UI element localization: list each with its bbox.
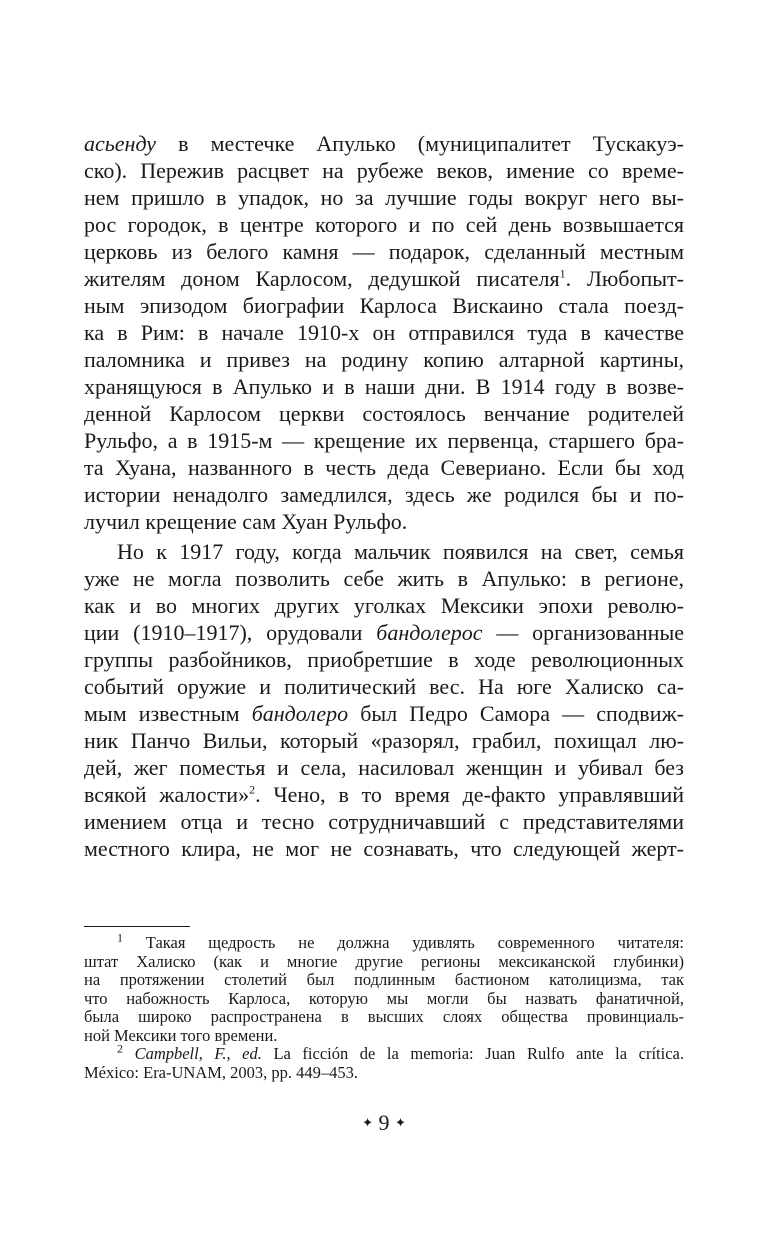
text-fragment: La ficción de la memoria: Juan Rulfo ante la crítica.: [261, 1045, 684, 1063]
text-fragment: был Педро Самора — сподвиж-: [348, 701, 684, 726]
text-fragment: ции (1910–1917), орудовали: [84, 620, 377, 645]
text-line: ка в Рим: в начале 1910-х он отправился туда в качестве: [84, 320, 684, 345]
italic-word: бандолеро: [251, 701, 349, 726]
text-line: дей, жег поместья и села, насиловал женщин и убивал без: [84, 755, 684, 780]
star-ornament-icon: ✦: [362, 1115, 373, 1130]
text-line: [84, 619, 684, 646]
text-line: денной Карлосом церкви состоялось венчание родителей: [84, 401, 684, 426]
footnote-1-line: штат Халиско (как и многие другие регионы мексиканской глубинки): [84, 952, 684, 971]
text-line: хранящуюся в Апулько и в наши дни. В 1914 году в возве-: [84, 374, 684, 399]
text-line: ско). Пережив расцвет на рубеже веков, имение со време-: [84, 158, 684, 183]
text-line: как и во многих других уголках Мексики эпохи револю-: [84, 593, 684, 618]
text-line: [84, 265, 684, 292]
text-line: Рульфо, а в 1915-м — крещение их первенца, старшего бра-: [84, 428, 684, 453]
text-line: [84, 781, 684, 808]
text-line: событий оружие и политический вес. На юге Халиско са-: [84, 674, 684, 699]
footnote-divider: [84, 926, 190, 927]
text-fragment: всякой жалости»: [84, 782, 250, 807]
text-line: та Хуана, названного в честь деда Севериано. Если бы ход: [84, 455, 684, 480]
footnote-ref-1[interactable]: 1: [559, 266, 566, 281]
text-line: паломника и привез на родину копию алтарной картины,: [84, 347, 684, 372]
footnote-ref-2[interactable]: 2: [249, 782, 256, 797]
text-line: имением отца и тесно сотрудничавший с представителями: [84, 809, 684, 834]
text-fragment: жителям доном Карлосом, дедушкой писателя: [84, 266, 560, 291]
footnote-1-mark: 1: [117, 934, 123, 945]
page-number: [0, 1110, 768, 1136]
text-line: нем пришло в упадок, но за лучшие годы вокруг него вы-: [84, 185, 684, 210]
footnote-author: Campbell, F., ed.: [134, 1045, 262, 1063]
footnote-1-line: ной Мексики того времени.: [84, 1026, 278, 1045]
footnote-2-line: México: Era-UNAM, 2003, pp. 449–453.: [84, 1063, 359, 1082]
footnotes: [84, 934, 684, 1082]
footnote-2-line: [84, 1045, 684, 1064]
star-ornament-icon: ✦: [395, 1115, 406, 1130]
footnote-1-line: что набожность Карлоса, которую мы могли бы назвать фанатичной,: [84, 989, 684, 1008]
text-fragment: в местечке Апулько (муниципалитет Тускакуэ-: [156, 131, 684, 156]
text-line: [84, 700, 684, 727]
text-line: рос городок, в центре которого и по сей день возвышается: [84, 212, 684, 237]
footnote-1-line: была широко распространена в высших слоях общества провинциаль-: [84, 1008, 684, 1026]
text-fragment: мым известным: [84, 701, 252, 726]
footnote-1-line: на протяжении столетий был подлинным бастионом католицизма, так: [84, 971, 684, 989]
text-line: ник Панчо Вильи, который «разорял, грабил, похищал лю-: [84, 728, 684, 753]
text-line: [84, 130, 684, 157]
text-line: церковь из белого камня — подарок, сделанный местным: [84, 239, 684, 264]
text-line: местного клира, не мог не сознавать, что следующей жерт-: [84, 836, 684, 861]
text-line: Но к 1917 году, когда мальчик появился на свет, семья: [117, 539, 684, 564]
italic-word: бандолерос: [376, 620, 483, 645]
footnote-1-line: [84, 934, 684, 953]
text-line: лучил крещение сам Хуан Рульфо.: [84, 509, 408, 534]
text-line: группы разбойников, приобретшие в ходе революционных: [84, 647, 684, 672]
page-number-value: 9: [378, 1110, 390, 1135]
main-text: [84, 130, 684, 862]
text-fragment: . Чено, в то время де-факто управлявший: [255, 782, 684, 807]
text-fragment: — организованные: [482, 620, 684, 645]
text-fragment: . Любопыт-: [565, 266, 684, 291]
text-fragment: Такая щедрость не должна удивлять современного читателя:: [123, 934, 684, 952]
italic-word: асьенду: [84, 131, 157, 156]
text-line: ным эпизодом биографии Карлоса Вискаино стала поезд-: [84, 293, 684, 318]
text-line: истории ненадолго замедлился, здесь же родился бы и по-: [84, 482, 684, 507]
footnote-2-mark: 2: [117, 1045, 123, 1056]
text-line: уже не могла позволить себе жить в Апулько: в регионе,: [84, 566, 684, 591]
